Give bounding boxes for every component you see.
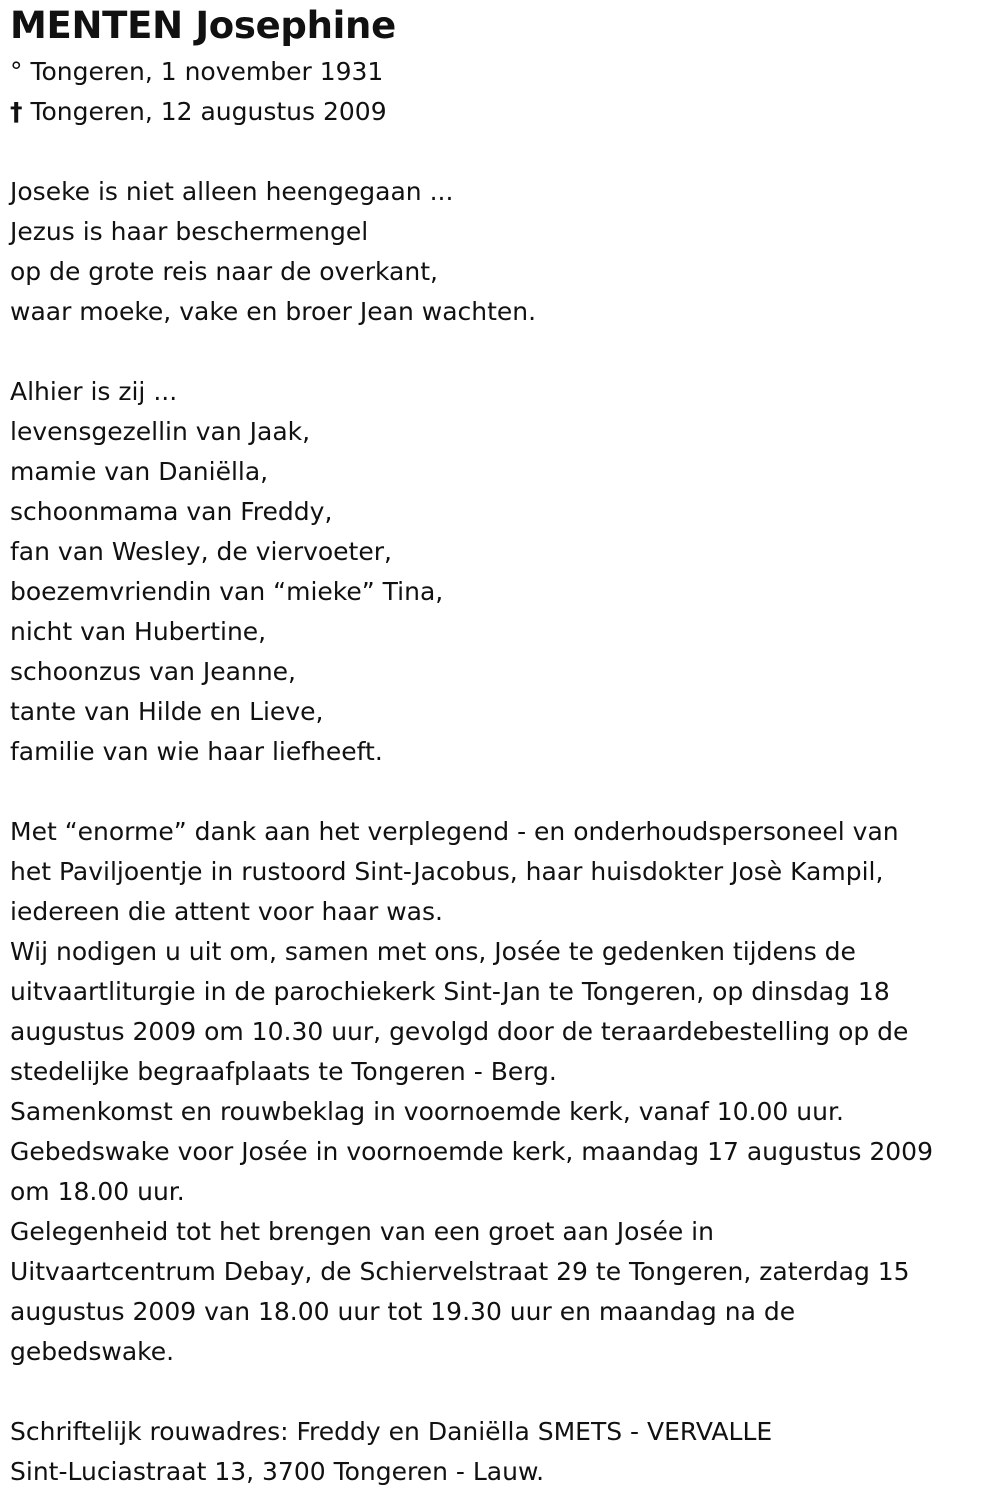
announcement-line: stedelijke begraafplaats te Tongeren - Berg. — [10, 1057, 557, 1086]
family-line: schoonzus van Jeanne, — [10, 657, 296, 686]
announcement-line: augustus 2009 om 10.30 uur, gevolgd door de teraardebestelling op de — [10, 1017, 909, 1046]
family-block — [10, 372, 995, 772]
announcement-line: Gelegenheid tot het brengen van een groet aan Josée in — [10, 1217, 714, 1246]
family-line: nicht van Hubertine, — [10, 617, 267, 646]
spacer — [10, 132, 995, 172]
announcement-line: Met “enorme” dank aan het verplegend - en onderhoudspersoneel van — [10, 817, 899, 846]
address-line: Sint-Luciastraat 13, 3700 Tongeren - Lauw. — [10, 1457, 545, 1486]
announcement-line: Gebedswake voor Josée in voornoemde kerk, maandag 17 augustus 2009 — [10, 1137, 933, 1166]
birth-line — [10, 52, 995, 92]
spacer — [10, 332, 995, 372]
poem-line: op de grote reis naar de overkant, — [10, 257, 438, 286]
announcement-line: uitvaartliturgie in de parochiekerk Sint-Jan te Tongeren, op dinsdag 18 — [10, 977, 890, 1006]
poem-block — [10, 172, 995, 332]
address-line: Schriftelijk rouwadres: Freddy en Daniëlla SMETS - VERVALLE — [10, 1417, 773, 1446]
death-text: Tongeren, 12 augustus 2009 — [30, 97, 387, 126]
address-block — [10, 1412, 995, 1492]
poem-line: Joseke is niet alleen heengegaan ... — [10, 177, 454, 206]
family-line: fan van Wesley, de viervoeter, — [10, 537, 392, 566]
family-line: familie van wie haar liefheeft. — [10, 737, 383, 766]
spacer — [10, 772, 995, 812]
family-line: mamie van Daniëlla, — [10, 457, 269, 486]
announcement-block — [10, 812, 995, 1372]
announcement-line: augustus 2009 van 18.00 uur tot 19.30 uur en maandag na de — [10, 1297, 796, 1326]
family-line: levensgezellin van Jaak, — [10, 417, 311, 446]
cross-icon: † — [10, 97, 23, 126]
family-line: schoonmama van Freddy, — [10, 497, 333, 526]
deceased-name: MENTEN Josephine — [10, 4, 396, 47]
death-line — [10, 92, 995, 132]
announcement-line: om 18.00 uur. — [10, 1177, 185, 1206]
family-line: tante van Hilde en Lieve, — [10, 697, 324, 726]
family-line: Alhier is zij ... — [10, 377, 178, 406]
announcement-line: Samenkomst en rouwbeklag in voornoemde kerk, vanaf 10.00 uur. — [10, 1097, 844, 1126]
family-line: boezemvriendin van “mieke” Tina, — [10, 577, 444, 606]
obituary-document — [10, 0, 995, 1492]
birth-text: Tongeren, 1 november 1931 — [30, 57, 384, 86]
announcement-line: Uitvaartcentrum Debay, de Schiervelstraat 29 te Tongeren, zaterdag 15 — [10, 1257, 910, 1286]
announcement-line: iedereen die attent voor haar was. — [10, 897, 443, 926]
spacer — [10, 1372, 995, 1412]
birth-symbol: ° — [10, 57, 23, 86]
poem-line: waar moeke, vake en broer Jean wachten. — [10, 297, 537, 326]
announcement-line: gebedswake. — [10, 1337, 175, 1366]
announcement-line: het Paviljoentje in rustoord Sint-Jacobus, haar huisdokter Josè Kampil, — [10, 857, 884, 886]
life-dates — [10, 52, 995, 132]
announcement-line: Wij nodigen u uit om, samen met ons, Josée te gedenken tijdens de — [10, 937, 856, 966]
poem-line: Jezus is haar beschermengel — [10, 217, 369, 246]
